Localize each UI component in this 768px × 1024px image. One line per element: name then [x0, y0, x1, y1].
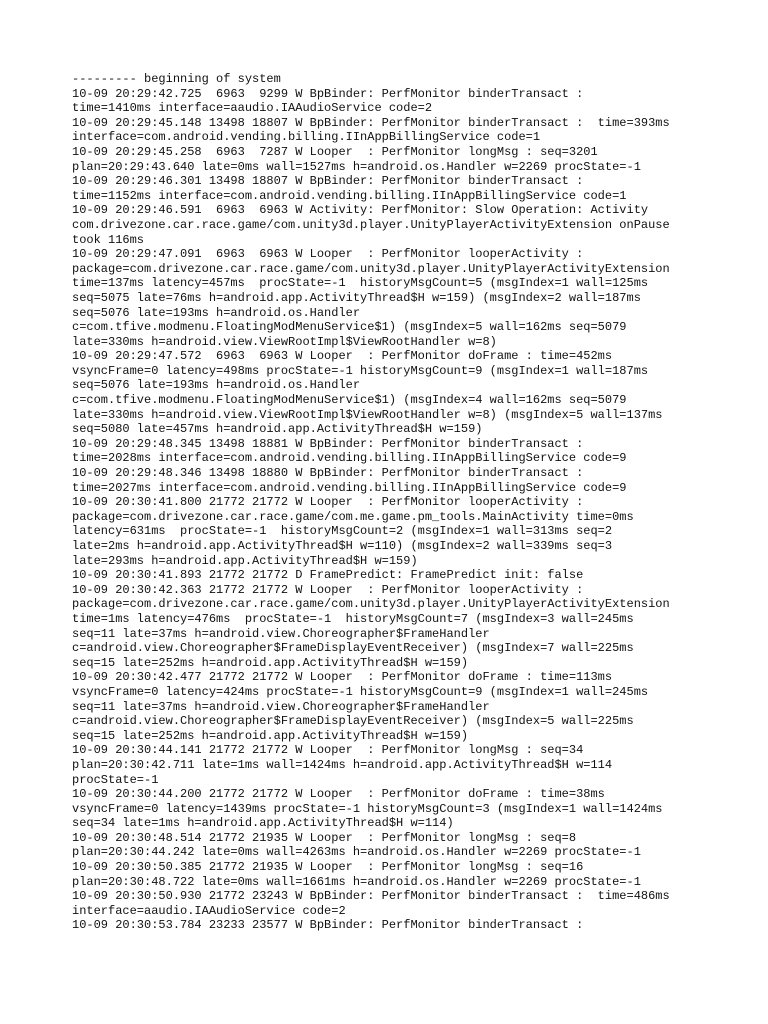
log-line: late=293ms h=android.app.ActivityThread$H w=159) — [72, 553, 418, 568]
log-line: vsyncFrame=0 latency=424ms procState=-1 historyMsgCount=9 (msgIndex=1 wall=245ms — [72, 684, 649, 699]
log-line: 10-09 20:29:47.091 6963 6963 W Looper : PerfMonitor looperActivity : — [72, 247, 584, 262]
log-line: plan=20:29:43.640 late=0ms wall=1527ms h=android.os.Handler w=2269 procState=-1 — [72, 159, 641, 174]
log-line: seq=5076 late=193ms h=android.os.Handler — [72, 378, 361, 393]
log-line: package=com.drivezone.car.race.game/com.me.game.pm_tools.MainActivity time=0ms — [72, 509, 634, 524]
log-line: seq=5075 late=76ms h=android.app.ActivityThread$H w=159) (msgIndex=2 wall=187ms — [72, 290, 641, 305]
log-line: plan=20:30:48.722 late=0ms wall=1661ms h=android.os.Handler w=2269 procState=-1 — [72, 874, 641, 889]
log-line: procState=-1 — [72, 772, 159, 787]
log-line: interface=aaudio.IAAudioService code=2 — [72, 903, 346, 918]
log-line: 10-09 20:29:46.591 6963 6963 W Activity: PerfMonitor: Slow Operation: Activity — [72, 203, 649, 218]
log-line: seq=15 late=252ms h=android.app.ActivityThread$H w=159) — [72, 655, 469, 670]
log-line: 10-09 20:29:45.148 13498 18807 W BpBinder: PerfMonitor binderTransact : time=393ms — [72, 115, 670, 130]
log-line: 10-09 20:30:42.363 21772 21772 W Looper : PerfMonitor looperActivity : — [72, 582, 584, 597]
log-line: 10-09 20:30:44.141 21772 21772 W Looper : PerfMonitor longMsg : seq=34 — [72, 743, 584, 758]
log-line: vsyncFrame=0 latency=498ms procState=-1 historyMsgCount=9 (msgIndex=1 wall=187ms — [72, 363, 649, 378]
log-line: 10-09 20:30:50.930 21772 23243 W BpBinder: PerfMonitor binderTransact : time=486ms — [72, 889, 670, 904]
log-line: 10-09 20:30:42.477 21772 21772 W Looper : PerfMonitor doFrame : time=113ms — [72, 670, 613, 685]
log-line: 10-09 20:30:53.784 23233 23577 W BpBinder: PerfMonitor binderTransact : — [72, 918, 584, 933]
log-line: seq=15 late=252ms h=android.app.ActivityThread$H w=159) — [72, 728, 469, 743]
log-line: seq=34 late=1ms h=android.app.ActivityThread$H w=114) — [72, 816, 454, 831]
log-line: 10-09 20:30:50.385 21772 21935 W Looper : PerfMonitor longMsg : seq=16 — [72, 860, 584, 875]
log-line: 10-09 20:29:48.346 13498 18880 W BpBinder: PerfMonitor binderTransact : — [72, 466, 584, 481]
log-line: vsyncFrame=0 latency=1439ms procState=-1 historyMsgCount=3 (msgIndex=1 wall=1424ms — [72, 801, 663, 816]
log-line: late=330ms h=android.view.ViewRootImpl$ViewRootHandler w=8) (msgIndex=5 wall=137ms — [72, 407, 663, 422]
log-line: time=1410ms interface=aaudio.IAAudioService code=2 — [72, 101, 433, 116]
log-line: 10-09 20:29:47.572 6963 6963 W Looper : PerfMonitor doFrame : time=452ms — [72, 349, 613, 364]
log-line: interface=com.android.vending.billing.IInAppBillingService code=1 — [72, 130, 541, 145]
log-line: seq=5080 late=457ms h=android.app.ActivityThread$H w=159) — [72, 422, 483, 437]
log-line: time=1152ms interface=com.android.vending.billing.IInAppBillingService code=1 — [72, 188, 627, 203]
log-line: c=com.tfive.modmenu.FloatingModMenuService$1) (msgIndex=5 wall=162ms seq=5079 — [72, 320, 627, 335]
log-line: c=android.view.Choreographer$FrameDisplayEventReceiver) (msgIndex=7 wall=225ms — [72, 641, 634, 656]
log-line: c=com.tfive.modmenu.FloatingModMenuService$1) (msgIndex=4 wall=162ms seq=5079 — [72, 393, 627, 408]
log-line: time=2028ms interface=com.android.vending.billing.IInAppBillingService code=9 — [72, 451, 627, 466]
log-line: seq=11 late=37ms h=android.view.Choreographer$FrameHandler — [72, 699, 490, 714]
log-line: took 116ms — [72, 232, 145, 247]
log-line: plan=20:30:44.242 late=0ms wall=4263ms h=android.os.Handler w=2269 procState=-1 — [72, 845, 641, 860]
log-line: seq=11 late=37ms h=android.view.Choreographer$FrameHandler — [72, 626, 490, 641]
log-line: seq=5076 late=193ms h=android.os.Handler — [72, 305, 361, 320]
log-line: --------- beginning of system — [72, 72, 281, 86]
log-line: 10-09 20:30:44.200 21772 21772 W Looper : PerfMonitor doFrame : time=38ms — [72, 787, 605, 802]
log-line: 10-09 20:29:42.725 6963 9299 W BpBinder: PerfMonitor binderTransact : — [72, 86, 584, 101]
log-line: time=1ms latency=476ms procState=-1 historyMsgCount=7 (msgIndex=3 wall=245ms — [72, 611, 634, 626]
log-line: 10-09 20:30:41.893 21772 21772 D FramePredict: FramePredict init: false — [72, 568, 584, 583]
log-line: c=android.view.Choreographer$FrameDisplayEventReceiver) (msgIndex=5 wall=225ms — [72, 714, 634, 729]
log-line: com.drivezone.car.race.game/com.unity3d.player.UnityPlayerActivityExtension onPause — [72, 217, 670, 232]
log-line: time=2027ms interface=com.android.vending.billing.IInAppBillingService code=9 — [72, 480, 627, 495]
log-line: plan=20:30:42.711 late=1ms wall=1424ms h=android.app.ActivityThread$H w=114 — [72, 757, 613, 772]
log-line: 10-09 20:30:48.514 21772 21935 W Looper : PerfMonitor longMsg : seq=8 — [72, 830, 577, 845]
log-line: 10-09 20:30:41.800 21772 21772 W Looper : PerfMonitor looperActivity : — [72, 495, 584, 510]
log-line: time=137ms latency=457ms procState=-1 historyMsgCount=5 (msgIndex=1 wall=125ms — [72, 276, 649, 291]
log-line: 10-09 20:29:48.345 13498 18881 W BpBinder: PerfMonitor binderTransact : — [72, 436, 584, 451]
log-line: package=com.drivezone.car.race.game/com.unity3d.player.UnityPlayerActivityExtension — [72, 261, 670, 276]
log-line: latency=631ms procState=-1 historyMsgCount=2 (msgIndex=1 wall=313ms seq=2 — [72, 524, 613, 539]
log-line: 10-09 20:29:46.301 13498 18807 W BpBinder: PerfMonitor binderTransact : — [72, 174, 584, 189]
log-text-block — [72, 72, 712, 933]
log-line: late=330ms h=android.view.ViewRootImpl$ViewRootHandler w=8) — [72, 334, 497, 349]
log-line: package=com.drivezone.car.race.game/com.unity3d.player.UnityPlayerActivityExtension — [72, 597, 670, 612]
log-line: late=2ms h=android.app.ActivityThread$H w=110) (msgIndex=2 wall=339ms seq=3 — [72, 539, 613, 553]
log-line: 10-09 20:29:45.258 6963 7287 W Looper : PerfMonitor longMsg : seq=3201 — [72, 144, 598, 159]
